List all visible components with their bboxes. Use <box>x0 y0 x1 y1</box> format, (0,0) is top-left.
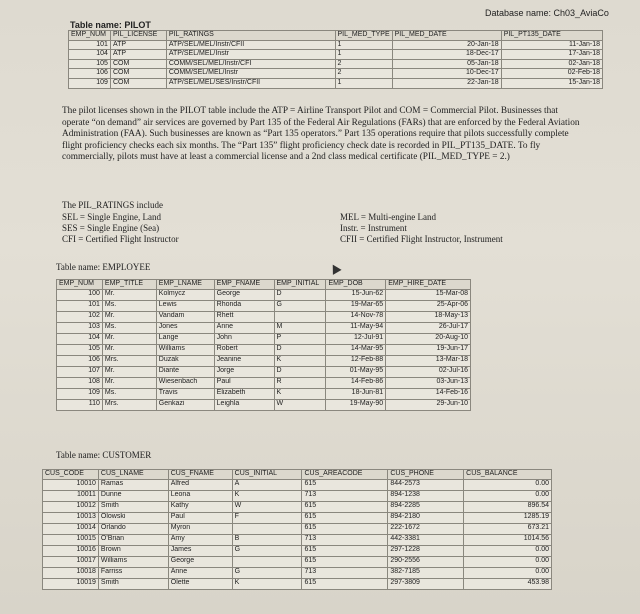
customer-cell: 222-1672 <box>388 523 464 534</box>
employee-row <box>57 333 471 344</box>
customer-cell: O'Brian <box>98 534 168 545</box>
customer-cell: 10013 <box>43 512 99 523</box>
customer-cell: Leona <box>168 490 232 501</box>
pilot-cell: 106 <box>69 69 111 79</box>
employee-col-header: EMP_HIRE_DATE <box>386 280 471 290</box>
pilot-cell: 2 <box>335 69 392 79</box>
employee-cell: P <box>274 333 326 344</box>
pilot-col-header: PIL_LICENSE <box>110 31 166 41</box>
employee-cell: 110 <box>57 399 103 410</box>
employee-cell: Mr. <box>102 377 156 388</box>
employee-cell: Vandam <box>156 311 214 322</box>
employee-row <box>57 311 471 322</box>
customer-cell: 1014.56 <box>464 534 552 545</box>
employee-cell: 108 <box>57 377 103 388</box>
pilot-header-row <box>69 31 603 41</box>
employee-cell: 101 <box>57 300 103 311</box>
customer-col-header: CUS_FNAME <box>168 470 232 480</box>
customer-cell: Orlando <box>98 523 168 534</box>
pilot-row <box>69 69 603 79</box>
customer-cell <box>232 523 302 534</box>
ratings-right-list <box>340 212 503 244</box>
customer-cell: Amy <box>168 534 232 545</box>
employee-cell: Ms. <box>102 388 156 399</box>
pilot-cell: 15-Jan-18 <box>501 78 602 88</box>
pilot-cell: 11-Jan-18 <box>501 40 602 50</box>
pilot-cell: 105 <box>69 59 111 69</box>
employee-cell: D <box>274 289 326 300</box>
pilot-table-title: Table name: PILOT <box>70 20 151 30</box>
pilot-cell: 101 <box>69 40 111 50</box>
employee-row <box>57 300 471 311</box>
employee-cell: D <box>274 366 326 377</box>
pilot-cell: 22-Jan-18 <box>392 78 501 88</box>
customer-cell: 0.00 <box>464 479 552 490</box>
customer-cell: 10019 <box>43 578 99 589</box>
customer-cell: George <box>168 556 232 567</box>
employee-cell: Mr. <box>102 344 156 355</box>
customer-cell: 615 <box>302 578 388 589</box>
customer-cell: 0.00 <box>464 567 552 578</box>
pilot-cell: 17-Jan-18 <box>501 50 602 60</box>
customer-cell: 1285.19 <box>464 512 552 523</box>
pilot-col-header: PIL_PT135_DATE <box>501 31 602 41</box>
customer-cell: Farriss <box>98 567 168 578</box>
customer-header-row <box>43 470 552 480</box>
pilot-cell: 1 <box>335 78 392 88</box>
customer-cell: Ramas <box>98 479 168 490</box>
customer-cell: 615 <box>302 512 388 523</box>
employee-cell: Genkazi <box>156 399 214 410</box>
employee-cell: Duzak <box>156 355 214 366</box>
customer-cell: 382-7185 <box>388 567 464 578</box>
employee-cell: 18-May-13 <box>386 311 471 322</box>
employee-cell: 12-Feb-88 <box>326 355 386 366</box>
employee-cell: 29-Jun-10 <box>386 399 471 410</box>
customer-cell: 615 <box>302 501 388 512</box>
employee-cell: Wiesenbach <box>156 377 214 388</box>
employee-cell: 19-Mar-65 <box>326 300 386 311</box>
customer-table-title: Table name: CUSTOMER <box>56 450 152 460</box>
customer-row <box>43 501 552 512</box>
customer-cell: 615 <box>302 545 388 556</box>
employee-cell: Lange <box>156 333 214 344</box>
customer-cell: Anne <box>168 567 232 578</box>
employee-cell: 102 <box>57 311 103 322</box>
pilot-col-header: PIL_MED_TYPE <box>335 31 392 41</box>
customer-cell: 10012 <box>43 501 99 512</box>
ratings-left-list <box>62 212 179 244</box>
employee-cell: 15-Jun-62 <box>326 289 386 300</box>
employee-cell: K <box>274 388 326 399</box>
pilot-cell: COMM/SEL/MEL/Instr <box>166 69 335 79</box>
customer-cell: K <box>232 578 302 589</box>
employee-table-title: Table name: EMPLOYEE <box>56 262 151 272</box>
employee-cell: George <box>214 289 274 300</box>
employee-cell: 14-Feb-16 <box>386 388 471 399</box>
pilot-cell: ATP/SEL/MEL/SES/Instr/CFII <box>166 78 335 88</box>
employee-cell: 105 <box>57 344 103 355</box>
customer-cell: 10017 <box>43 556 99 567</box>
customer-cell: 10018 <box>43 567 99 578</box>
employee-cell: G <box>274 300 326 311</box>
employee-header-row <box>57 280 471 290</box>
employee-cell: John <box>214 333 274 344</box>
employee-cell: Leighla <box>214 399 274 410</box>
employee-cell: Mr. <box>102 333 156 344</box>
rating-definition: SES = Single Engine (Sea) <box>62 222 160 233</box>
employee-row <box>57 366 471 377</box>
employee-cell: Rhett <box>214 311 274 322</box>
employee-cell: 20-Aug-10 <box>386 333 471 344</box>
employee-cell: 103 <box>57 322 103 333</box>
pilot-cell: COMM/SEL/MEL/Instr/CFI <box>166 59 335 69</box>
employee-cell: M <box>274 322 326 333</box>
employee-cell: Diante <box>156 366 214 377</box>
employee-cell: Ms. <box>102 322 156 333</box>
rating-definition: CFII = Certified Flight Instructor, Instrument <box>340 233 503 244</box>
customer-body <box>43 479 552 589</box>
pilot-cell: COM <box>110 78 166 88</box>
pilot-col-header: PIL_RATINGS <box>166 31 335 41</box>
customer-cell: 0.00 <box>464 556 552 567</box>
employee-col-header: EMP_TITLE <box>102 280 156 290</box>
customer-row <box>43 523 552 534</box>
customer-cell: 673.21 <box>464 523 552 534</box>
employee-cell: Rhonda <box>214 300 274 311</box>
customer-cell: Smith <box>98 501 168 512</box>
pilot-cell: 104 <box>69 50 111 60</box>
customer-cell: W <box>232 501 302 512</box>
customer-cell: Kathy <box>168 501 232 512</box>
pilot-cell: ATP/SEL/MEL/Instr/CFII <box>166 40 335 50</box>
employee-row <box>57 355 471 366</box>
employee-col-header: EMP_INITIAL <box>274 280 326 290</box>
employee-cell: 100 <box>57 289 103 300</box>
customer-cell <box>232 556 302 567</box>
employee-cell: 01-May-95 <box>326 366 386 377</box>
customer-cell: G <box>232 567 302 578</box>
customer-cell: 713 <box>302 534 388 545</box>
pilot-cell: 20-Jan-18 <box>392 40 501 50</box>
employee-cell: 18-Jun-81 <box>326 388 386 399</box>
pilot-cell: COM <box>110 59 166 69</box>
employee-cell: Jorge <box>214 366 274 377</box>
employee-cell: 15-Mar-08 <box>386 289 471 300</box>
customer-cell: 10011 <box>43 490 99 501</box>
pilot-cell: 05-Jan-18 <box>392 59 501 69</box>
customer-col-header: CUS_INITIAL <box>232 470 302 480</box>
employee-cell: 13-Mar-18 <box>386 355 471 366</box>
customer-cell: 713 <box>302 567 388 578</box>
employee-cell: 106 <box>57 355 103 366</box>
pilot-cell: COM <box>110 69 166 79</box>
customer-col-header: CUS_CODE <box>43 470 99 480</box>
customer-cell: 10015 <box>43 534 99 545</box>
employee-cell: 26-Jul-17 <box>386 322 471 333</box>
customer-cell: G <box>232 545 302 556</box>
customer-cell: 290-2556 <box>388 556 464 567</box>
customer-cell: 453.98 <box>464 578 552 589</box>
employee-row <box>57 388 471 399</box>
employee-cell: Anne <box>214 322 274 333</box>
customer-row <box>43 556 552 567</box>
customer-cell: 894-2285 <box>388 501 464 512</box>
employee-cell: Mr. <box>102 366 156 377</box>
employee-cell: Elizabeth <box>214 388 274 399</box>
database-name: Database name: Ch03_AviaCo <box>485 8 609 18</box>
employee-table <box>56 279 471 411</box>
employee-cell: 11-May-94 <box>326 322 386 333</box>
customer-cell: B <box>232 534 302 545</box>
employee-row <box>57 344 471 355</box>
employee-cell: Jones <box>156 322 214 333</box>
customer-cell: 0.00 <box>464 545 552 556</box>
ratings-heading: The PIL_RATINGS include <box>62 200 163 210</box>
rating-definition: CFI = Certified Flight Instructor <box>62 233 179 244</box>
customer-cell: 615 <box>302 556 388 567</box>
pilot-row <box>69 78 603 88</box>
customer-table <box>42 469 552 590</box>
customer-col-header: CUS_LNAME <box>98 470 168 480</box>
employee-cell: Mr. <box>102 311 156 322</box>
customer-cell: 297-3809 <box>388 578 464 589</box>
pilot-col-header: EMP_NUM <box>69 31 111 41</box>
mouse-cursor-icon <box>328 262 341 275</box>
employee-cell: Paul <box>214 377 274 388</box>
customer-row <box>43 567 552 578</box>
customer-cell: 0.00 <box>464 490 552 501</box>
rating-definition: Instr. = Instrument <box>340 222 407 233</box>
employee-cell: 02-Jul-16 <box>386 366 471 377</box>
pilot-cell: 02-Jan-18 <box>501 59 602 69</box>
customer-cell: Dunne <box>98 490 168 501</box>
employee-cell: Mrs. <box>102 355 156 366</box>
customer-row <box>43 545 552 556</box>
employee-cell: 14-Feb-86 <box>326 377 386 388</box>
customer-cell: Olowski <box>98 512 168 523</box>
employee-cell: 14-Mar-95 <box>326 344 386 355</box>
customer-cell: 896.54 <box>464 501 552 512</box>
customer-col-header: CUS_AREACODE <box>302 470 388 480</box>
rating-definition: MEL = Multi-engine Land <box>340 212 436 222</box>
pilot-cell: 02-Feb-18 <box>501 69 602 79</box>
employee-cell: 107 <box>57 366 103 377</box>
employee-col-header: EMP_LNAME <box>156 280 214 290</box>
employee-col-header: EMP_NUM <box>57 280 103 290</box>
pilot-table <box>68 30 603 89</box>
customer-cell: Olette <box>168 578 232 589</box>
customer-cell: 615 <box>302 523 388 534</box>
part135-paragraph: The pilot licenses shown in the PILOT table include the ATP = Airline Transport Pilot and COM = Commercial Pilot. Businesses that operate “on demand” air services are governed by Part 135 of the Federal Air Regulations (FARs) that are enforced by the Federal Aviation Administration (FAA). Such businesses are known as “Part 135 operators.” Part 135 operations require that pilots successfully complete flight proficiency checks each six months. The “Part 135” flight proficiency check date is recorded in PIL_PT135_DATE. To fly commercially, pilots must have at least a commercial license and a 2nd class medical certificate (PIL_MED_TYPE = 2.) <box>62 106 580 163</box>
employee-cell: Kolmycz <box>156 289 214 300</box>
pilot-cell: 18-Dec-17 <box>392 50 501 60</box>
pilot-cell: ATP <box>110 40 166 50</box>
customer-cell: Myron <box>168 523 232 534</box>
pilot-cell: 10-Dec-17 <box>392 69 501 79</box>
employee-cell: Mr. <box>102 289 156 300</box>
employee-cell: 12-Jul-91 <box>326 333 386 344</box>
pilot-row <box>69 40 603 50</box>
employee-body <box>57 289 471 410</box>
customer-row <box>43 534 552 545</box>
employee-row <box>57 399 471 410</box>
customer-cell: 894-2180 <box>388 512 464 523</box>
pilot-cell: 109 <box>69 78 111 88</box>
employee-col-header: EMP_FNAME <box>214 280 274 290</box>
employee-cell: 19-Jun-17 <box>386 344 471 355</box>
customer-cell: Smith <box>98 578 168 589</box>
customer-cell: 713 <box>302 490 388 501</box>
customer-cell: Williams <box>98 556 168 567</box>
customer-cell: F <box>232 512 302 523</box>
pilot-cell: 2 <box>335 59 392 69</box>
customer-cell: 844-2573 <box>388 479 464 490</box>
customer-col-header: CUS_PHONE <box>388 470 464 480</box>
employee-cell: Williams <box>156 344 214 355</box>
employee-cell: Travis <box>156 388 214 399</box>
customer-cell: 10010 <box>43 479 99 490</box>
employee-cell: Lewis <box>156 300 214 311</box>
employee-cell: 03-Jun-13 <box>386 377 471 388</box>
employee-row <box>57 322 471 333</box>
employee-cell: Ms. <box>102 300 156 311</box>
employee-cell: 25-Apr-06 <box>386 300 471 311</box>
customer-cell: 615 <box>302 479 388 490</box>
customer-row <box>43 578 552 589</box>
rating-definition: SEL = Single Engine, Land <box>62 212 161 222</box>
customer-cell: Alfred <box>168 479 232 490</box>
customer-col-header: CUS_BALANCE <box>464 470 552 480</box>
pilot-cell: ATP <box>110 50 166 60</box>
customer-row <box>43 490 552 501</box>
employee-cell <box>274 311 326 322</box>
employee-cell: 104 <box>57 333 103 344</box>
pilot-row <box>69 59 603 69</box>
employee-row <box>57 289 471 300</box>
customer-row <box>43 479 552 490</box>
customer-cell: 894-1238 <box>388 490 464 501</box>
employee-cell: Robert <box>214 344 274 355</box>
customer-cell: 10016 <box>43 545 99 556</box>
employee-cell: D <box>274 344 326 355</box>
pilot-row <box>69 50 603 60</box>
pilot-cell: 1 <box>335 40 392 50</box>
pilot-col-header: PIL_MED_DATE <box>392 31 501 41</box>
customer-cell: A <box>232 479 302 490</box>
customer-cell: Brown <box>98 545 168 556</box>
employee-cell: R <box>274 377 326 388</box>
employee-col-header: EMP_DOB <box>326 280 386 290</box>
employee-cell: Jeanine <box>214 355 274 366</box>
customer-cell: 10014 <box>43 523 99 534</box>
employee-row <box>57 377 471 388</box>
pilot-cell: 1 <box>335 50 392 60</box>
employee-cell: Mrs. <box>102 399 156 410</box>
pilot-body <box>69 40 603 88</box>
employee-cell: K <box>274 355 326 366</box>
customer-cell: Paul <box>168 512 232 523</box>
pilot-cell: ATP/SEL/MEL/Instr <box>166 50 335 60</box>
employee-cell: 109 <box>57 388 103 399</box>
customer-cell: 297-1228 <box>388 545 464 556</box>
customer-cell: 442-3381 <box>388 534 464 545</box>
employee-cell: 19-May-90 <box>326 399 386 410</box>
employee-cell: 14-Nov-78 <box>326 311 386 322</box>
customer-cell: K <box>232 490 302 501</box>
employee-cell: W <box>274 399 326 410</box>
customer-cell: James <box>168 545 232 556</box>
customer-row <box>43 512 552 523</box>
